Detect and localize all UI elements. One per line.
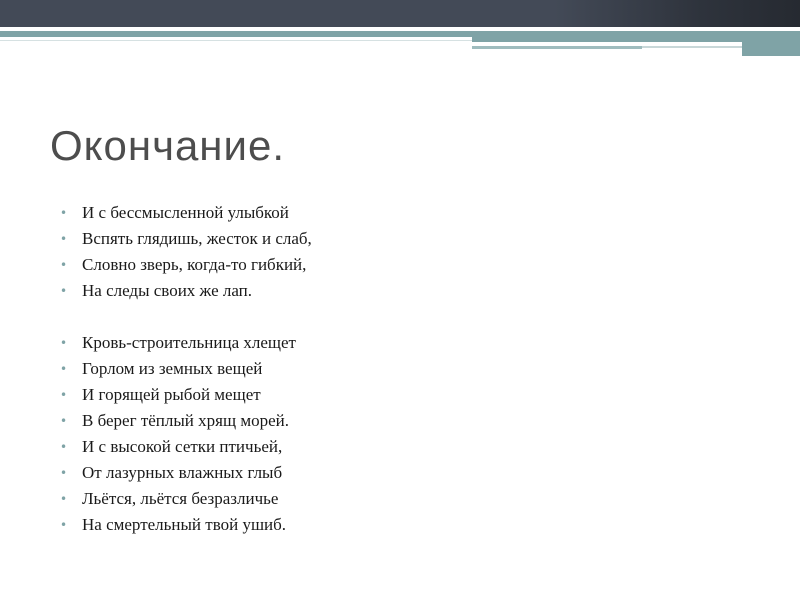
accent-step [742, 42, 800, 56]
accent-stripe-right [472, 31, 800, 42]
accent-line-right [472, 46, 642, 49]
poem-body [60, 200, 312, 538]
poem-line-text: И с высокой сетки птичьей, [82, 437, 283, 456]
bullet-icon: • [60, 362, 68, 376]
poem-line-text: И с бессмысленной улыбкой [82, 203, 289, 222]
poem-line-text: Вспять глядишь, жесток и слаб, [82, 229, 312, 248]
bullet-icon: • [60, 284, 68, 298]
poem-line [60, 382, 312, 408]
slide-title: Окончание. [50, 122, 285, 169]
poem-line [60, 200, 312, 226]
poem-line [60, 356, 312, 382]
poem-line [60, 226, 312, 252]
accent-line-left [0, 40, 472, 41]
bullet-icon: • [60, 258, 68, 272]
poem-line [60, 486, 312, 512]
bullet-icon: • [60, 492, 68, 506]
stanza-gap [60, 304, 312, 330]
bullet-icon: • [60, 336, 68, 350]
poem-line [60, 330, 312, 356]
bullet-icon: • [60, 414, 68, 428]
poem-line-text: На смертельный твой ушиб. [82, 515, 287, 534]
accent-stripe-left [0, 31, 472, 37]
bullet-icon: • [60, 388, 68, 402]
poem-line [60, 408, 312, 434]
bullet-icon: • [60, 206, 68, 220]
bullet-icon: • [60, 232, 68, 246]
accent-line-right-light [642, 46, 742, 48]
poem-line [60, 252, 312, 278]
poem-line-text: От лазурных влажных глыб [82, 463, 283, 482]
poem-line-text: Горлом из земных вещей [82, 359, 263, 378]
poem-line-text: Льётся, льётся безразличье [82, 489, 279, 508]
poem-line-text: На следы своих же лап. [82, 281, 253, 300]
bullet-icon: • [60, 440, 68, 454]
poem-line [60, 278, 312, 304]
poem-line [60, 512, 312, 538]
bullet-icon: • [60, 518, 68, 532]
poem-line [60, 434, 312, 460]
bullet-icon: • [60, 466, 68, 480]
header-band-shade [555, 0, 800, 27]
poem-line-text: Словно зверь, когда-то гибкий, [82, 255, 307, 274]
poem-line [60, 460, 312, 486]
poem-line-text: И горящей рыбой мещет [82, 385, 261, 404]
poem-line-text: В берег тёплый хрящ морей. [82, 411, 289, 430]
poem-line-text: Кровь-строительница хлещет [82, 333, 296, 352]
